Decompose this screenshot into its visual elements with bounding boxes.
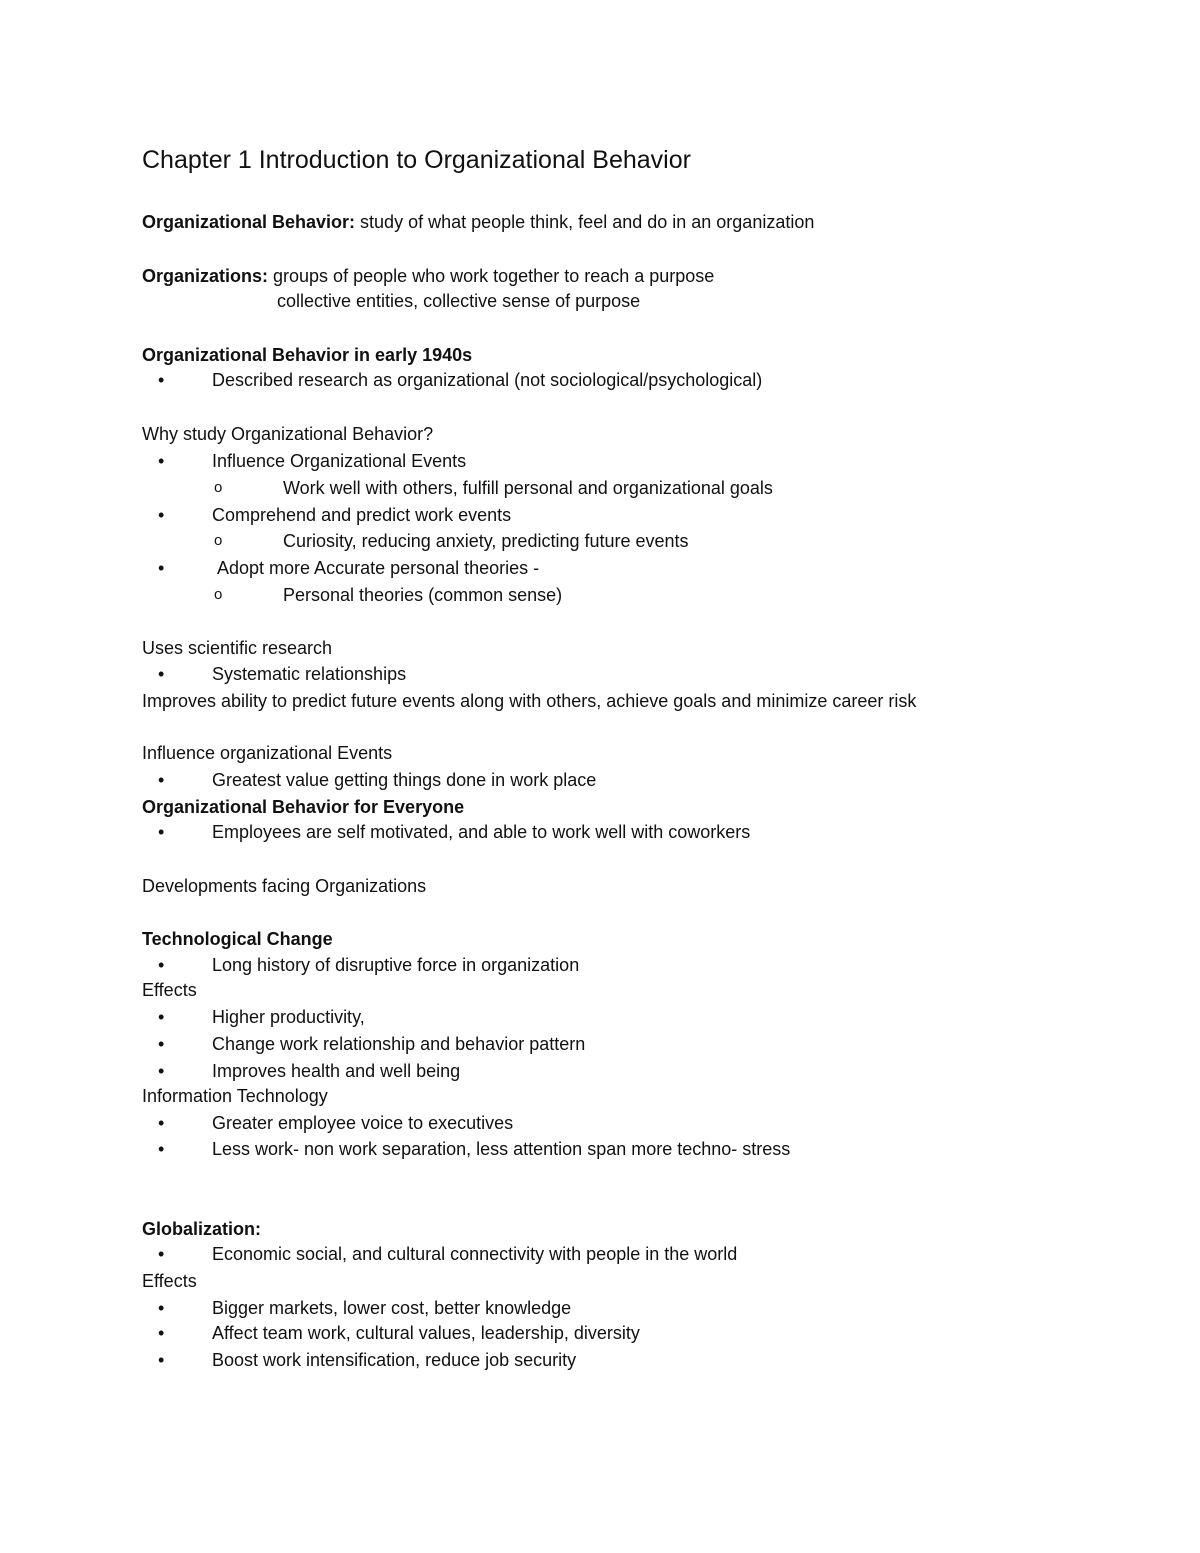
definition-organizations [142,265,714,287]
bullet-item: Boost work intensification, reduce job security [212,1350,577,1370]
section-heading: Developments facing Organizations [142,876,427,896]
sub-bullet-marker: o [214,479,223,496]
section-heading: Uses scientific research [142,638,333,658]
section-heading: Influence organizational Events [142,743,393,763]
bullet-marker: • [158,955,165,975]
bullet-item: Greatest value getting things done in work place [212,770,597,790]
bullet-marker: • [158,1113,165,1133]
bullet-marker: • [158,770,165,790]
sub-bullet-item: Personal theories (common sense) [283,585,563,605]
section-heading: Organizational Behavior in early 1940s [142,345,473,365]
bullet-item: Long history of disruptive force in organization [212,955,580,975]
definition-text: study of what people think, feel and do in an organization [355,212,815,232]
bullet-marker: • [158,451,165,471]
bullet-marker: • [158,822,165,842]
bullet-marker: • [158,1061,165,1081]
paragraph: Improves ability to predict future events along with others, achieve goals and minimize career risk [142,691,917,711]
bullet-item: Less work- non work separation, less attention span more techno- stress [212,1139,791,1159]
bullet-item: Affect team work, cultural values, leadership, diversity [212,1323,640,1343]
definition-ob [142,211,814,233]
bullet-marker: • [158,1298,165,1318]
bullet-marker: • [158,1350,165,1370]
section-heading: Organizational Behavior for Everyone [142,797,465,817]
sub-bullet-item: Curiosity, reducing anxiety, predicting future events [283,531,689,551]
subheading: Information Technology [142,1086,328,1106]
bullet-marker: • [158,1034,165,1054]
subheading: Effects [142,1271,197,1291]
bullet-item: Comprehend and predict work events [212,505,512,525]
bullet-marker: • [158,1139,165,1159]
page-title: Chapter 1 Introduction to Organizational Behavior [142,146,691,174]
bullet-marker: • [158,1323,165,1343]
bullet-item: Greater employee voice to executives [212,1113,514,1133]
term: Organizations: [142,266,269,286]
section-heading: Why study Organizational Behavior? [142,424,434,444]
bullet-marker: • [158,505,165,525]
term: Organizational Behavior: [142,212,356,232]
bullet-marker: • [158,1244,165,1264]
bullet-item: Improves health and well being [212,1061,461,1081]
definition-text: groups of people who work together to reach a purpose [268,266,715,286]
bullet-item: Adopt more Accurate personal theories - [217,558,540,578]
bullet-marker: • [158,370,165,390]
bullet-marker: • [158,558,165,578]
bullet-item: Bigger markets, lower cost, better knowledge [212,1298,572,1318]
bullet-item: Systematic relationships [212,664,407,684]
bullet-marker: • [158,1007,165,1027]
subheading: Effects [142,980,197,1000]
sub-bullet-marker: o [214,586,223,603]
bullet-item: Described research as organizational (not sociological/psychological) [212,370,763,390]
bullet-item: Economic social, and cultural connectivity with people in the world [212,1244,738,1264]
definition-continuation: collective entities, collective sense of purpose [277,291,641,311]
bullet-item: Employees are self motivated, and able to work well with coworkers [212,822,751,842]
bullet-item: Influence Organizational Events [212,451,467,471]
sub-bullet-item: Work well with others, fulfill personal and organizational goals [283,478,773,498]
section-heading: Technological Change [142,929,333,949]
sub-bullet-marker: o [214,532,223,549]
bullet-item: Change work relationship and behavior pattern [212,1034,586,1054]
bullet-marker: • [158,664,165,684]
section-heading: Globalization: [142,1219,261,1239]
bullet-item: Higher productivity, [212,1007,365,1027]
